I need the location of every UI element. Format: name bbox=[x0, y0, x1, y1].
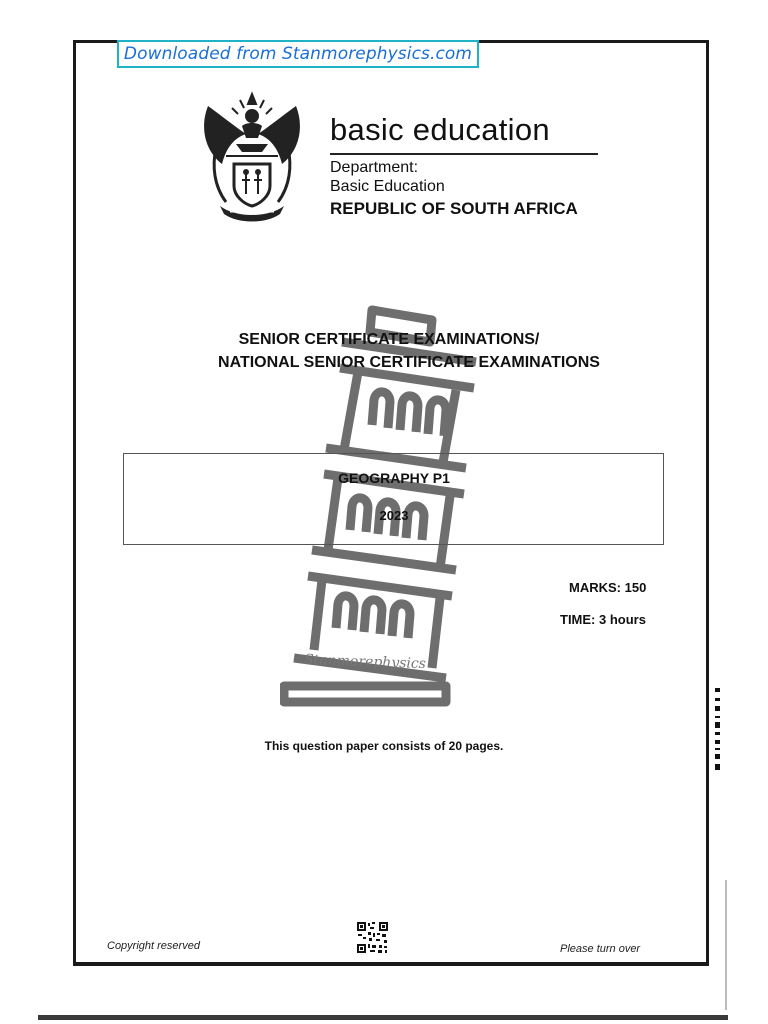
time-info: TIME: 3 hours bbox=[560, 612, 646, 627]
marks-info: MARKS: 150 bbox=[569, 580, 647, 595]
qr-code-icon bbox=[356, 921, 389, 954]
turn-over-text: Please turn over bbox=[560, 943, 641, 955]
brand-underline bbox=[330, 153, 598, 155]
coat-of-arms-icon bbox=[196, 86, 308, 226]
department-label: Department: bbox=[330, 159, 419, 176]
scan-edge bbox=[725, 880, 727, 1010]
department-name: Basic Education bbox=[330, 178, 445, 195]
download-banner-link[interactable]: Downloaded from Stanmorephysics.com bbox=[117, 40, 479, 68]
watermark-text: Stanmorephysics bbox=[303, 651, 427, 673]
scan-bottom-edge bbox=[38, 1015, 728, 1020]
subject-name: GEOGRAPHY P1 bbox=[338, 470, 450, 486]
brand-title: basic education bbox=[330, 112, 550, 147]
exam-title-line-1: SENIOR CERTIFICATE EXAMINATIONS/ bbox=[238, 331, 540, 348]
pages-note: This question paper consists of 20 pages. bbox=[264, 739, 504, 753]
exam-title-line-2: NATIONAL SENIOR CERTIFICATE EXAMINATIONS bbox=[218, 354, 600, 371]
copyright-text: Copyright reserved bbox=[107, 940, 200, 952]
subject-year: 2023 bbox=[379, 508, 409, 523]
scan-barcode-icon bbox=[715, 688, 721, 772]
republic-name: REPUBLIC OF SOUTH AFRICA bbox=[330, 199, 578, 218]
subject-box bbox=[123, 453, 664, 545]
